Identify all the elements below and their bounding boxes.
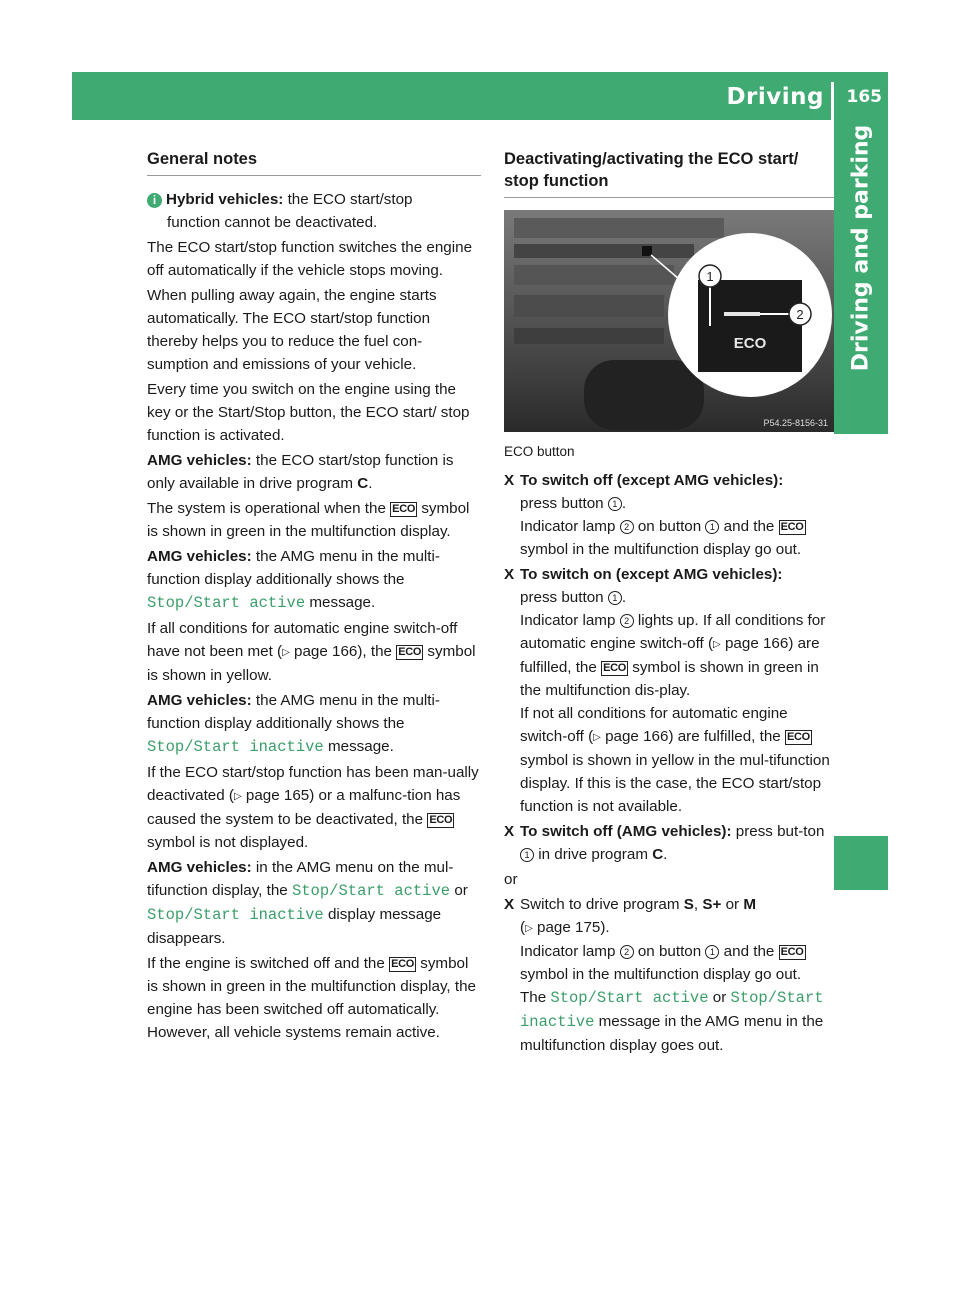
text: If all conditions for automatic engine switch-off have not been met ( (147, 620, 458, 660)
text: symbol is shown in green in the multifunction dis-play. (520, 659, 819, 699)
text: press button (520, 495, 604, 512)
amg-label: AMG vehicles: (147, 548, 252, 565)
amg-label: AMG vehicles: (147, 692, 252, 709)
circled-1-icon: 1 (705, 945, 719, 959)
step-switch-off-amg: X To switch off (AMG vehicles): press but-ton 1 in drive program C. (504, 820, 834, 866)
eco-symbol-icon: ECO (603, 662, 626, 674)
paragraph (147, 689, 481, 759)
step-title: To switch off (AMG vehicles): (520, 823, 732, 840)
note-text-2: function cannot be deactivated. (167, 214, 378, 231)
page-ref-icon: ▷ (525, 923, 533, 934)
paragraph: The ECO start/stop function switches the engine off automatically if the vehicle stops moving. (147, 239, 473, 279)
text: or (454, 882, 468, 899)
step-marker-icon: X (504, 472, 515, 489)
eco-button-illustration (504, 210, 834, 432)
display-message: Stop/Start (730, 989, 824, 1007)
paragraph (147, 617, 481, 687)
photo-code: P54.25-8156-31 (763, 418, 828, 428)
circled-2-icon: 2 (620, 945, 634, 959)
eco-button-zoom (698, 280, 802, 372)
paragraph (147, 497, 481, 543)
circled-1-icon: 1 (705, 520, 719, 534)
console-strip (514, 295, 664, 317)
side-tab-marker (834, 836, 888, 890)
paragraph (147, 761, 481, 854)
text: If not all conditions for automatic engine switch-off ( (520, 705, 788, 745)
circled-1-icon: 1 (608, 591, 622, 605)
step-title: To switch on (except AMG vehicles): (520, 566, 783, 583)
program-s-plus: S+ (702, 896, 722, 913)
page-ref-icon: ▷ (713, 639, 721, 650)
eco-button-photo (504, 210, 834, 432)
text: If the engine is switched off and the (147, 955, 385, 972)
paragraph: AMG vehicles: the ECO start/stop function is only available in drive program C. (147, 452, 454, 492)
text: message. (327, 738, 394, 755)
page-ref[interactable]: page 166) are fulfilled, the (605, 728, 781, 745)
header-bar (72, 72, 888, 120)
display-message: Stop/Start inactive (147, 906, 324, 924)
or-separator: or (504, 871, 518, 888)
text: message in the AMG menu in the multifunction display goes out. (520, 1013, 824, 1054)
paragraph (147, 952, 481, 1044)
callout-2: 2 (796, 307, 804, 322)
deactivating-heading: Deactivating/activating the ECO start/ stop function (504, 148, 834, 198)
text: on button (637, 518, 702, 535)
text: in the AMG menu on the mul-tifunction display, the (147, 859, 454, 899)
eco-symbol-icon: ECO (786, 731, 810, 743)
console-strip (514, 265, 674, 285)
step-switch-on: X To switch on (except AMG vehicles): press button 1 . Indicator lamp 2 lights up. If all conditions for automatic engine switch-off (▷ page 166) are fulfilled, the ECO symbol is shown in green in the multifunction dis-play. If not all conditions for automatic engine switch-off (▷ page 166) are fulfilled, the ECO symbol is shown in yellow in the mul-tifunction display. If this is the case, the ECO start/stop function is not available. (504, 563, 834, 818)
text: the ECO start/stop function is only available in drive program (147, 452, 454, 492)
text: symbol is not displayed. (147, 834, 309, 851)
right-column (504, 148, 834, 1059)
text: or (725, 896, 740, 913)
program-c: C (357, 475, 369, 492)
text: If the ECO start/stop function has been man-ually deactivated ( (147, 764, 479, 804)
console-strip (514, 328, 664, 344)
eco-symbol-icon: ECO (780, 946, 804, 958)
text: on button (637, 943, 702, 960)
text: symbol is shown in yellow. (147, 643, 476, 684)
left-column (147, 148, 481, 1046)
display-message: Stop/Start active (550, 989, 709, 1007)
paragraph (147, 545, 481, 615)
info-icon: i (147, 193, 162, 208)
text: press button (520, 589, 604, 606)
note-text: the ECO start/stop (287, 191, 413, 208)
paragraph: Every time you switch on the engine using the key or the Start/Stop button, the ECO start/ stop function is activated. (147, 381, 470, 444)
text: symbol is shown in green in the multifunction display, the engine has been switched off automatically. However, all vehicle systems remain active. (147, 955, 476, 1041)
header-separator (831, 82, 834, 120)
eco-symbol-icon: ECO (398, 646, 422, 658)
page-ref[interactable]: page 175). (537, 919, 610, 936)
page-ref-icon: ▷ (233, 791, 242, 802)
gear-knob (584, 360, 704, 430)
text: or (712, 989, 727, 1006)
circled-1-icon: 1 (520, 848, 534, 862)
indicator-lamp (724, 312, 760, 316)
text: symbol in the multifunction display go out. (520, 541, 802, 558)
program-m: M (743, 896, 756, 913)
general-notes-heading: General notes (147, 148, 481, 176)
page-ref[interactable]: page 166) are fulfilled, the (520, 635, 820, 676)
display-message: Stop/Start inactive (147, 738, 324, 756)
hybrid-note (147, 188, 481, 234)
display-message: Stop/Start active (291, 882, 451, 900)
console-strip (514, 244, 694, 258)
text: display message disappears. (147, 906, 442, 947)
step-marker-icon: X (504, 566, 515, 583)
text: in drive program (538, 846, 648, 863)
display-message: Stop/Start active (147, 594, 306, 612)
text: symbol in the multifunction display go out. (520, 966, 802, 983)
page-ref[interactable]: page 166), the (294, 643, 392, 660)
program-c: C (652, 846, 664, 863)
text: symbol is shown in green in the multifunction display. (147, 500, 470, 540)
step-marker-icon: X (504, 823, 515, 840)
text: the AMG menu in the multi-function display additionally shows the (147, 692, 440, 732)
text: symbol is shown in yellow in the mul-tifunction display. If this is the case, the ECO start/stop function is not available. (520, 752, 830, 815)
text: The system is operational when the (147, 500, 386, 517)
text: The (520, 989, 547, 1006)
display-message: inactive (520, 1013, 595, 1031)
console-strip (514, 218, 724, 238)
amg-label: AMG vehicles: (147, 452, 252, 469)
step-marker-icon: X (504, 896, 515, 913)
step-drive-program: X Switch to drive program S, S+ or M (▷ page 175). Indicator lamp 2 on button 1 and the ECO symbol in the multifunction display go out. The Stop/Start active or Stop/Start inactive message in the AMG menu in the multifunction display goes out. (504, 893, 834, 1057)
page-ref-icon: ▷ (282, 647, 290, 658)
page-ref[interactable]: page 165) or a malfunc-tion has caused the system to be deactivated, the (147, 787, 461, 828)
side-tab (834, 120, 888, 434)
eco-symbol-icon: ECO (429, 814, 453, 826)
eco-symbol-icon: ECO (392, 503, 416, 515)
page-ref-icon: ▷ (593, 732, 601, 743)
text: and the (723, 943, 775, 960)
text: lights up. If all conditions for automatic engine switch-off ( (520, 612, 826, 652)
callout-1: 1 (706, 269, 714, 284)
text: Indicator lamp (520, 943, 616, 960)
eco-label: ECO (733, 335, 767, 352)
eco-button-small (642, 246, 652, 256)
text: and the (723, 518, 775, 535)
section-title: Driving (726, 84, 824, 110)
circled-2-icon: 2 (620, 614, 634, 628)
text: Switch to drive program (520, 896, 680, 913)
eco-symbol-icon: ECO (391, 958, 414, 970)
text: Indicator lamp (520, 518, 616, 535)
eco-symbol-icon: ECO (780, 521, 804, 533)
step-switch-off: X To switch off (except AMG vehicles): press button 1 . Indicator lamp 2 on button 1 and the ECO symbol in the multifunction display go out. (504, 469, 834, 561)
program-s: S (683, 896, 694, 913)
page-number: 165 (846, 87, 882, 107)
text: press but-ton (735, 823, 825, 840)
side-tab-label: Driving and parking (848, 124, 874, 372)
amg-label: AMG vehicles: (147, 859, 252, 876)
note-label: Hybrid vehicles: (166, 191, 284, 208)
circled-1-icon: 1 (608, 497, 622, 511)
paragraph: When pulling away again, the engine starts automatically. The ECO start/stop function thereby helps you to reduce the fuel con-sumption and emissions of your vehicle. (147, 287, 437, 373)
text: message. (309, 594, 376, 611)
circled-2-icon: 2 (620, 520, 634, 534)
paragraph (147, 856, 481, 950)
text: the AMG menu in the multi-function display additionally shows the (147, 548, 440, 588)
photo-caption: ECO button (504, 444, 575, 459)
step-title: To switch off (except AMG vehicles): (520, 472, 784, 489)
text: Indicator lamp (520, 612, 616, 629)
